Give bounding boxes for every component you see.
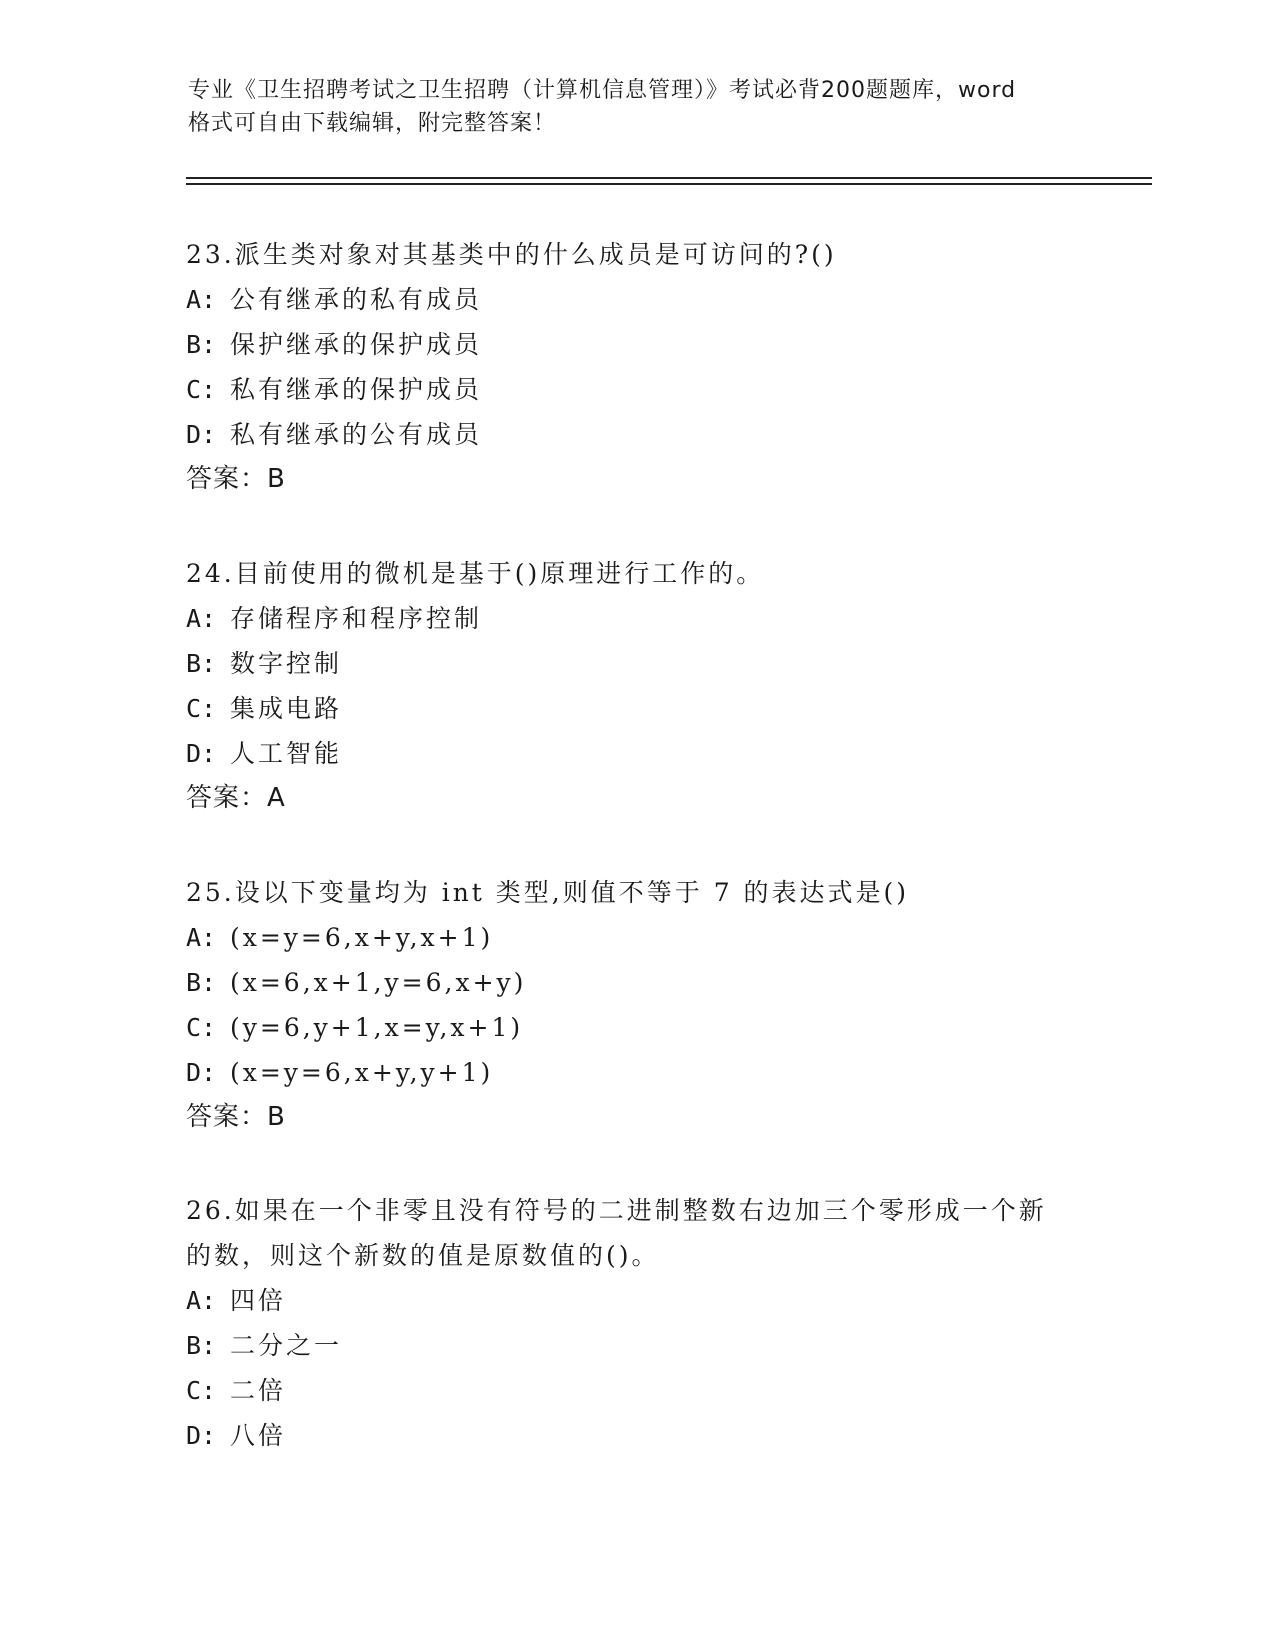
question-stem: 23.派生类对象对其基类中的什么成员是可访问的?() [186, 240, 837, 269]
option-letter: C: [186, 375, 217, 404]
header-line-1: 专业《卫生招聘考试之卫生招聘（计算机信息管理）》考试必背200题题库，word [188, 78, 1017, 103]
header-divider-bottom [186, 183, 1152, 185]
option-c [186, 1368, 1106, 1413]
option-letter: D: [186, 420, 217, 449]
option-c [186, 1005, 1106, 1050]
option-letter: B: [186, 968, 217, 997]
question-stem: 25.设以下变量均为 int 类型,则值不等于 7 的表达式是() [186, 878, 910, 907]
option-text: 私有继承的保护成员 [230, 375, 483, 404]
option-c [186, 686, 1106, 731]
option-c [186, 367, 1106, 412]
option-d [186, 731, 1106, 776]
answer-label: 答案：A [186, 783, 286, 813]
question-23 [186, 232, 1106, 502]
option-d [186, 412, 1106, 457]
option-text: 集成电路 [230, 694, 343, 723]
option-text: (x=y=6,x+y,x+1) [230, 923, 494, 952]
option-b [186, 641, 1106, 686]
option-text: (y=6,y+1,x=y,x+1) [230, 1013, 524, 1042]
option-letter: C: [186, 1376, 217, 1405]
option-text: (x=y=6,x+y,y+1) [230, 1058, 494, 1087]
question-stem-line-2: 的数，则这个新数的值是原数值的()。 [186, 1241, 660, 1270]
option-text: 私有继承的公有成员 [230, 420, 483, 449]
question-26 [186, 1188, 1106, 1458]
option-text: 存储程序和程序控制 [230, 604, 483, 633]
document-header [188, 74, 1088, 140]
option-text: 四倍 [230, 1286, 287, 1315]
answer-label: 答案：B [186, 464, 286, 494]
header-line-2: 格式可自由下载编辑，附完整答案！ [188, 111, 557, 136]
question-24 [186, 551, 1106, 821]
option-a [186, 1278, 1106, 1323]
option-letter: B: [186, 649, 217, 678]
option-letter: A: [186, 1286, 217, 1315]
option-text: 人工智能 [230, 739, 343, 768]
option-letter: D: [186, 1058, 217, 1087]
option-text: 保护继承的保护成员 [230, 330, 483, 359]
question-25 [186, 870, 1106, 1140]
option-b [186, 960, 1106, 1005]
option-a [186, 277, 1106, 322]
answer-label: 答案：B [186, 1102, 286, 1132]
option-a [186, 915, 1106, 960]
option-b [186, 322, 1106, 367]
option-letter: A: [186, 285, 217, 314]
option-text: 八倍 [230, 1421, 287, 1450]
option-b [186, 1323, 1106, 1368]
option-text: (x=6,x+1,y=6,x+y) [230, 968, 527, 997]
question-stem: 24.目前使用的微机是基于()原理进行工作的。 [186, 559, 765, 588]
option-letter: C: [186, 694, 217, 723]
option-text: 公有继承的私有成员 [230, 285, 483, 314]
option-d [186, 1050, 1106, 1095]
header-divider-top [186, 177, 1152, 179]
option-letter: A: [186, 923, 217, 952]
option-letter: B: [186, 1331, 217, 1360]
option-a [186, 596, 1106, 641]
option-letter: B: [186, 330, 217, 359]
option-letter: C: [186, 1013, 217, 1042]
option-letter: D: [186, 739, 217, 768]
option-d [186, 1413, 1106, 1458]
option-letter: D: [186, 1421, 217, 1450]
option-letter: A: [186, 604, 217, 633]
option-text: 二分之一 [230, 1331, 343, 1360]
option-text: 数字控制 [230, 649, 343, 678]
option-text: 二倍 [230, 1376, 287, 1405]
question-stem-line-1: 26.如果在一个非零且没有符号的二进制整数右边加三个零形成一个新 [186, 1196, 1047, 1225]
